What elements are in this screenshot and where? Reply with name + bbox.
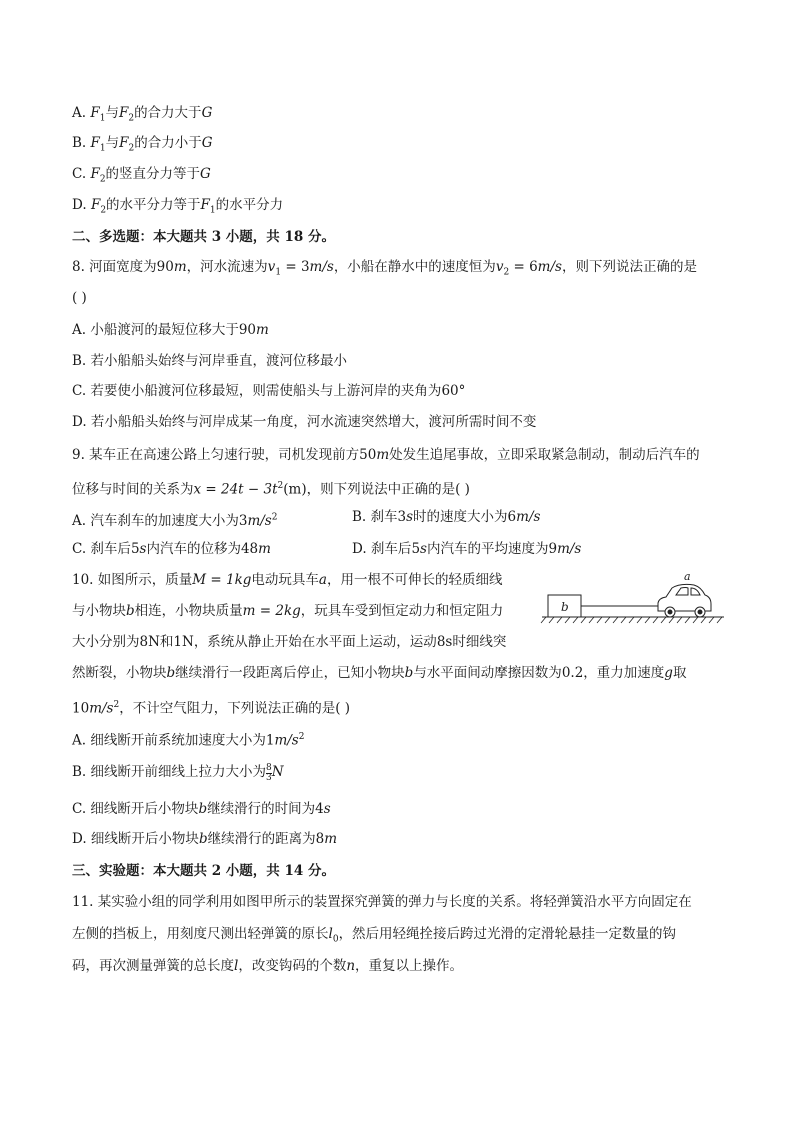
q9-option-d: D. 刹车后5s内汽车的平均速度为9m/s	[352, 541, 582, 557]
q7-option-d: D. $F_2$的水平分力等于$F_1$的水平分力	[72, 197, 284, 216]
q8-option-d: D. 若小船船头始终与河岸成某一角度，河水流速突然增大，渡河所需时间不变	[72, 414, 537, 430]
q10-figure	[540, 568, 726, 628]
q10-stem-line2: 与小物块b相连，小物块质量m = 2kg，玩具车受到恒定动力和恒定阻力	[72, 603, 504, 619]
q9-option-b: B. 刹车3s时的速度大小为6m/s	[352, 509, 541, 525]
q7-option-b: B. $F_1$与$F_2$的合力小于G	[72, 135, 213, 154]
car-a-label: a	[684, 570, 691, 583]
q11-stem-line2: 左侧的挡板上，用刻度尺测出轻弹簧的原长$l_0$，然后用轻绳拴接后跨过光滑的定滑轮悬挂一定数量的钩	[72, 926, 677, 945]
q8-option-c: C. 若要使小船渡河位移最短，则需使船头与上游河岸的夹角为60°	[72, 383, 466, 399]
ground-hatching	[541, 617, 722, 623]
toy-car-a	[658, 584, 711, 617]
q8-answer-paren: ( )	[72, 290, 87, 306]
q10-stem-line1: 10. 如图所示，质量M = 1kg电动玩具车a，用一根不可伸长的轻质细线	[72, 572, 503, 588]
q10-stem-line4: 然断裂，小物块b继续滑行一段距离后停止，已知小物块b与水平面间动摩擦因数为0.2，重力加速度g取	[72, 665, 687, 681]
q10-stem-line3: 大小分别为8N和1N，系统从静止开始在水平面上运动，运动8s时细线突	[72, 634, 507, 650]
q10-option-a: A. 细线断开前系统加速度大小为$1m/s^2$	[72, 732, 305, 749]
q7-option-c: C. $F_2$的竖直分力等于G	[72, 166, 211, 185]
section-heading-experiment: 三、实验题：本大题共 2 小题，共 14 分。	[72, 863, 335, 879]
block-b-label: b	[561, 600, 569, 614]
q11-stem-line1: 11. 某实验小组的同学利用如图甲所示的装置探究弹簧的弹力与长度的关系。将轻弹簧沿水平方向固定在	[72, 894, 692, 910]
q10-stem-line5: $10m/s^2$，不计空气阻力，下列说法正确的是( )	[72, 700, 351, 717]
q7-option-a: A. $F_1$与$F_2$的合力大于G	[72, 105, 213, 124]
q9-stem-line1: 9. 某车正在高速公路上匀速行驶，司机发现前方50m处发生追尾事故，立即采取紧急制动，制动后汽车的	[72, 447, 700, 463]
q8-option-a: A. 小船渡河的最短位移大于90m	[72, 322, 269, 338]
q9-options-row2	[72, 539, 722, 559]
q8-option-b: B. 若小船船头始终与河岸垂直，渡河位移最小	[72, 353, 348, 369]
fraction: $\frac{8}{3}$	[266, 763, 272, 783]
q11-stem-line3: 码，再次测量弹簧的总长度l，改变钩码的个数n，重复以上操作。	[72, 958, 464, 974]
q10-option-c: C. 细线断开后小物块b继续滑行的时间为4s	[72, 801, 331, 817]
q9-option-a: A. 汽车刹车的加速度大小为$3m/s^2$	[72, 512, 278, 529]
q9-option-c: C. 刹车后5s内汽车的位移为48m	[72, 541, 271, 557]
q9-options-row1	[72, 507, 722, 531]
q8-stem: 8. 河面宽度为90m，河水流速为$v_1 = 3m/s$，小船在静水中的速度恒为$v_2 = 6m/s$，则下列说法正确的是	[72, 259, 697, 278]
q10-option-b: B. 细线断开前细线上拉力大小为 $\frac{8}{3}$ N	[72, 763, 284, 783]
q10-option-d: D. 细线断开后小物块b继续滑行的距离为8m	[72, 831, 337, 847]
q9-stem-line2: 位移与时间的关系为$x = 24t - 3t^2(m)$，则下列说法中正确的是( )	[72, 481, 470, 498]
section-heading-multiple-choice: 二、多选题：本大题共 3 小题，共 18 分。	[72, 229, 335, 245]
